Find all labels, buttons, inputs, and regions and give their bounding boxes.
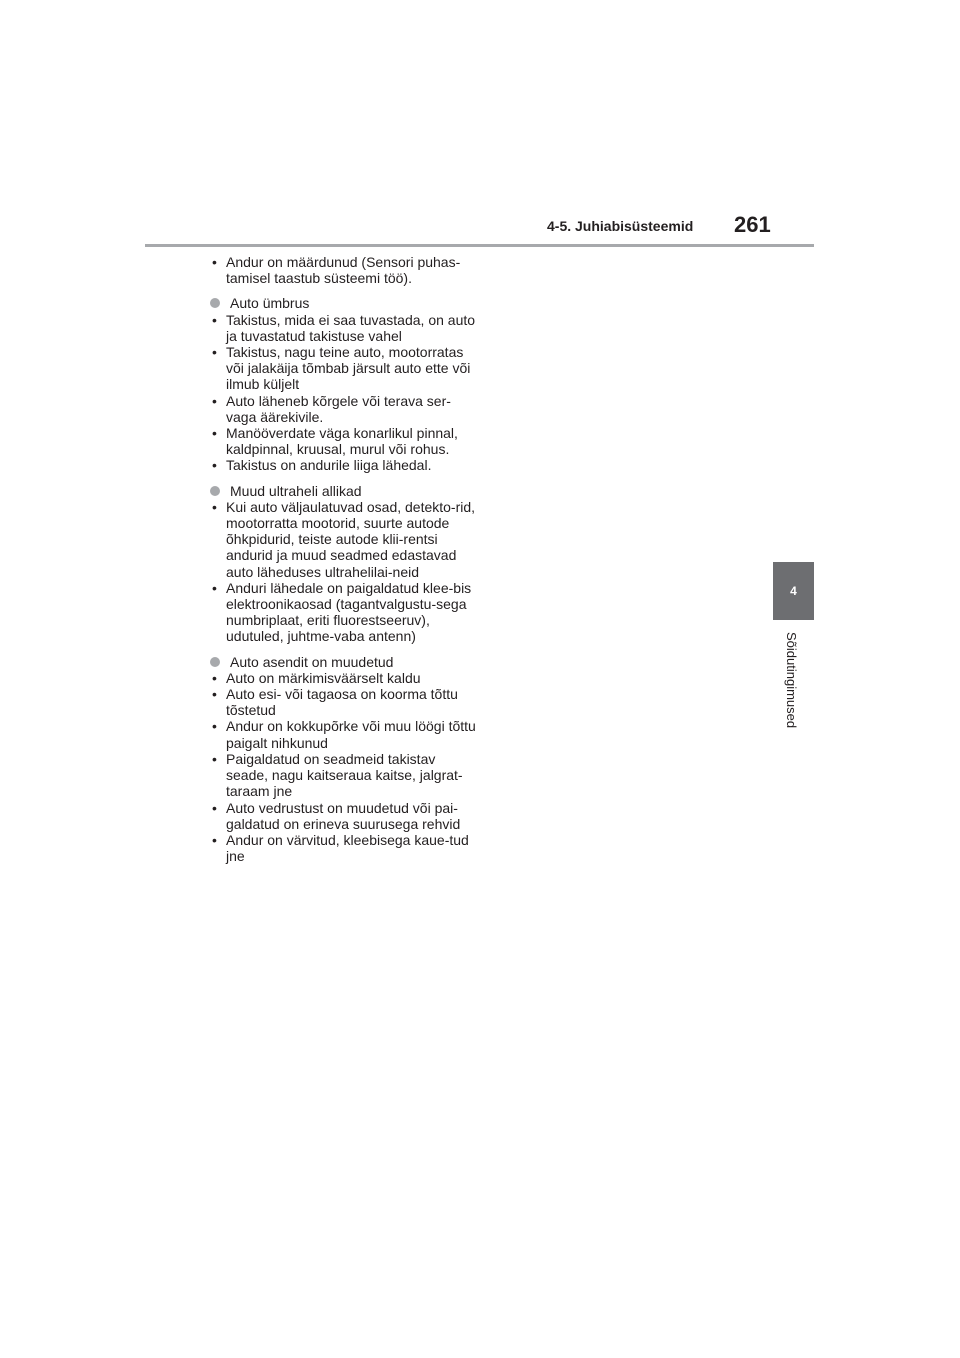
body-content bbox=[210, 254, 478, 864]
intro-list bbox=[210, 254, 478, 286]
bullet-icon: • bbox=[212, 669, 217, 686]
header-divider bbox=[145, 244, 814, 247]
bullet-icon: • bbox=[212, 579, 217, 596]
list-item: • Andur on määrdunud (Sensori puhas-tamisel taastub süsteemi töö). bbox=[212, 254, 461, 287]
bullet-icon: • bbox=[212, 425, 217, 442]
list-item: • Auto on märkimisväärselt kaldu bbox=[212, 669, 421, 686]
list-item: • Andur on kokkupõrke või muu löögi tõttu paigalt nihkunud bbox=[212, 718, 476, 751]
section-title: 4-5. Juhiabisüsteemid bbox=[547, 218, 694, 234]
list-item: • Andur on värvitud, kleebisega kaue-tud jne bbox=[212, 831, 469, 865]
bullet-icon: • bbox=[212, 718, 217, 735]
section-heading: Auto ümbrus bbox=[210, 295, 478, 311]
list-item: • Takistus, nagu teine auto, mootorratas või jalakäija tõmbab järsult auto ette või ilmub küljelt bbox=[212, 344, 471, 393]
list-item: • Takistus, mida ei saa tuvastada, on auto ja tuvastatud takistuse vahel bbox=[212, 311, 476, 344]
list-item: • Anduri lähedale on paigaldatud klee-bis elektroonikaosad (tagantvalgustu-sega numbriplaat, eriti fluorestseeruv), udutuled, juhtme-vaba antenn) bbox=[212, 579, 472, 645]
list-item: • Auto vedrustust on muudetud või pai-galdatud on erineva suurusega rehvid bbox=[212, 799, 461, 832]
list-item: • Manööverdate väga konarlikul pinnal, kaldpinnal, kruusal, murul või rohus. bbox=[212, 425, 458, 458]
section-heading: Muud ultraheli allikad bbox=[210, 483, 478, 499]
list-item: • Takistus on andurile liiga lähedal. bbox=[212, 457, 432, 474]
list-item: • Auto esi- või tagaosa on koorma tõttu tõstetud bbox=[212, 686, 458, 719]
bullet-icon: • bbox=[212, 750, 217, 767]
chapter-number: 4 bbox=[790, 584, 797, 598]
bullet-icon: • bbox=[212, 311, 217, 328]
list-item: • Paigaldatud on seadmeid takistav seade, nagu kaitseraua kaitse, jalgrat-taraam jne bbox=[212, 750, 463, 800]
section-surroundings bbox=[210, 295, 478, 473]
list-item: • Auto läheneb kõrgele või terava ser-vaga äärekivile. bbox=[212, 392, 451, 425]
bullet-icon: • bbox=[212, 831, 217, 848]
section-ultrasonic-sources bbox=[210, 483, 478, 645]
bullet-icon: • bbox=[212, 254, 217, 270]
bullet-icon: • bbox=[212, 686, 217, 703]
bullet-icon: • bbox=[212, 457, 217, 474]
bullet-icon: • bbox=[212, 799, 217, 816]
bullet-icon: • bbox=[212, 498, 217, 515]
section-heading: Auto asendit on muudetud bbox=[210, 654, 478, 670]
chapter-tab bbox=[773, 562, 814, 620]
bullet-icon: • bbox=[212, 344, 217, 361]
list-item: • Kui auto väljaulatuvad osad, detekto-rid, mootorratta mootorid, suurte autode õhkpidurid, teiste autode klii-rentsi andurid ja muud seadmed edastavad auto läheduses ultrahelilai-neid bbox=[212, 498, 476, 580]
circle-bullet-icon bbox=[210, 298, 220, 308]
section-vehicle-position bbox=[210, 654, 478, 865]
page-number: 261 bbox=[734, 212, 771, 237]
circle-bullet-icon bbox=[210, 486, 220, 496]
chapter-title: Sõidutingimused bbox=[784, 632, 799, 729]
bullet-icon: • bbox=[212, 392, 217, 409]
circle-bullet-icon bbox=[210, 657, 220, 667]
